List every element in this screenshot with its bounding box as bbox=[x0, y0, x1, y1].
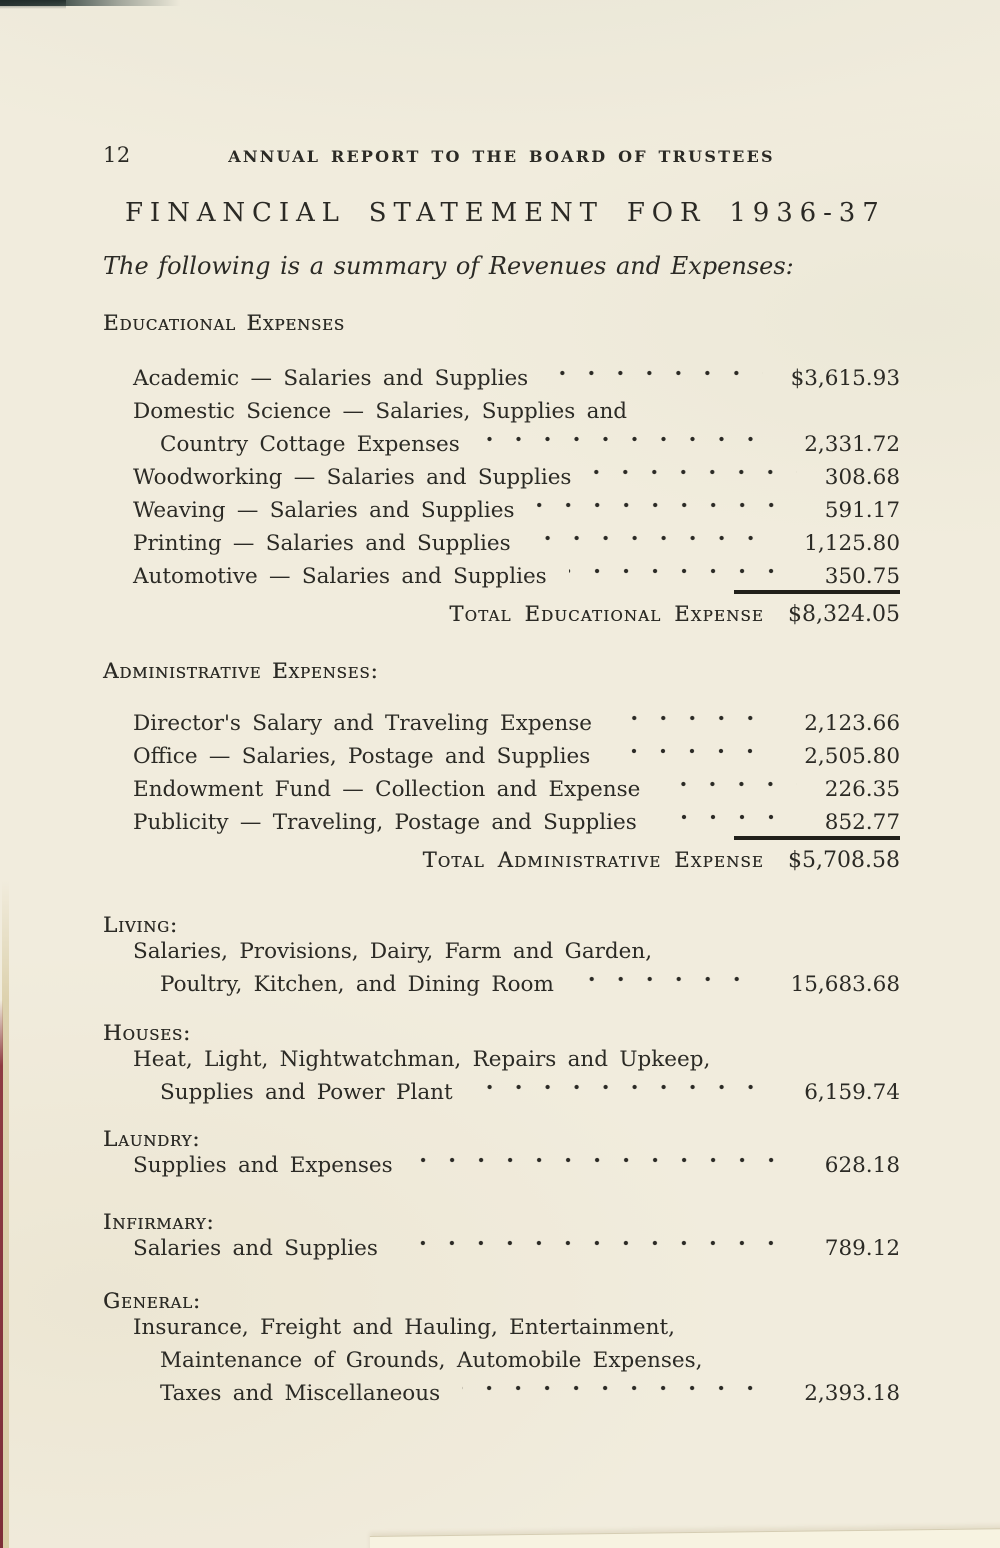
row-label: Taxes and Miscellaneous bbox=[160, 1381, 441, 1406]
document-title: FINANCIAL STATEMENT FOR 1936-37 bbox=[125, 198, 886, 228]
row-value: 1,125.80 bbox=[804, 531, 900, 556]
expense-rows bbox=[103, 1043, 900, 1109]
expense-row bbox=[103, 362, 900, 395]
row-label: Supplies and Expenses bbox=[133, 1153, 393, 1178]
expense-row-continuation bbox=[103, 1076, 900, 1109]
row-value: 350.75 bbox=[824, 564, 900, 589]
row-label: Publicity — Traveling, Postage and Supplies bbox=[133, 810, 637, 835]
expense-row bbox=[103, 1043, 900, 1076]
total-label: Total Administrative Expense bbox=[422, 848, 765, 872]
book-spine-red-edge bbox=[0, 1000, 3, 1548]
row-label: Office — Salaries, Postage and Supplies bbox=[133, 744, 591, 769]
total-row bbox=[103, 843, 900, 877]
row-label: Endowment Fund — Collection and Expense bbox=[133, 777, 641, 802]
row-value: 2,393.18 bbox=[804, 1381, 900, 1406]
row-value: 226.35 bbox=[824, 777, 900, 802]
row-label: Printing — Salaries and Supplies bbox=[133, 531, 511, 556]
book-spine-edge bbox=[2, 880, 9, 1548]
expense-row bbox=[103, 560, 900, 593]
section-general bbox=[103, 1289, 900, 1410]
row-label: Woodworking — Salaries and Supplies bbox=[133, 465, 572, 490]
row-value: $3,615.93 bbox=[790, 366, 900, 391]
row-value: 2,123.66 bbox=[804, 711, 900, 736]
scan-corner-shadow-dark bbox=[0, 0, 66, 9]
page-header bbox=[103, 0, 900, 173]
row-value: 2,331.72 bbox=[804, 432, 900, 457]
expense-row bbox=[103, 740, 900, 773]
expense-row bbox=[103, 461, 900, 494]
expense-row bbox=[103, 395, 900, 428]
total-label: Total Educational Expense bbox=[449, 602, 765, 626]
page-content bbox=[103, 0, 900, 1410]
section-heading: Infirmary: bbox=[103, 1210, 215, 1235]
expense-row bbox=[103, 1232, 900, 1265]
expense-rows bbox=[103, 1232, 900, 1265]
next-page-edge bbox=[370, 1528, 1000, 1548]
row-label: Director's Salary and Traveling Expense bbox=[133, 711, 592, 736]
expense-row bbox=[103, 1149, 900, 1182]
section-infirmary bbox=[103, 1210, 900, 1265]
row-value: 789.12 bbox=[824, 1236, 900, 1261]
row-label: Poultry, Kitchen, and Dining Room bbox=[160, 972, 554, 997]
section-heading: Houses: bbox=[103, 1021, 192, 1046]
section-laundry bbox=[103, 1127, 900, 1182]
page-number: 12 bbox=[103, 143, 131, 167]
expense-row-continuation bbox=[103, 968, 900, 1001]
expense-rows bbox=[103, 1149, 900, 1182]
section-heading: Educational Expenses bbox=[103, 311, 345, 336]
section-heading: General: bbox=[103, 1289, 201, 1314]
running-title: ANNUAL REPORT TO THE BOARD OF TRUSTEES bbox=[228, 147, 775, 166]
row-label: Country Cottage Expenses bbox=[160, 432, 460, 457]
total-value: $5,708.58 bbox=[788, 848, 900, 873]
row-label: Salaries and Supplies bbox=[133, 1236, 378, 1261]
section-educational-expenses bbox=[103, 311, 900, 631]
row-value: 591.17 bbox=[824, 498, 900, 523]
expense-row bbox=[103, 935, 900, 968]
section-heading: Living: bbox=[103, 913, 178, 938]
expense-row-continuation bbox=[103, 428, 900, 461]
row-value: 2,505.80 bbox=[804, 744, 900, 769]
row-label: Automotive — Salaries and Supplies bbox=[133, 564, 547, 589]
expense-rows bbox=[103, 1311, 900, 1410]
section-heading: Laundry: bbox=[103, 1127, 201, 1152]
expense-row-continuation bbox=[103, 1344, 900, 1377]
row-label: Salaries, Provisions, Dairy, Farm and Garden, bbox=[133, 939, 653, 964]
row-value: 628.18 bbox=[824, 1153, 900, 1178]
row-value: 15,683.68 bbox=[790, 972, 900, 997]
expense-row bbox=[103, 1311, 900, 1344]
row-value: 308.68 bbox=[824, 465, 900, 490]
expense-row bbox=[103, 773, 900, 806]
total-value: $8,324.05 bbox=[788, 602, 900, 627]
total-row bbox=[103, 597, 900, 631]
expense-row-continuation bbox=[103, 1377, 900, 1410]
row-label: Weaving — Salaries and Supplies bbox=[133, 498, 515, 523]
section-administrative-expenses bbox=[103, 659, 900, 877]
expense-row bbox=[103, 494, 900, 527]
intro-line: The following is a summary of Revenues and Expenses: bbox=[103, 252, 794, 280]
expense-row bbox=[103, 806, 900, 839]
row-label: Academic — Salaries and Supplies bbox=[133, 366, 529, 391]
expense-row bbox=[103, 707, 900, 740]
row-value: 852.77 bbox=[824, 810, 900, 835]
expense-row bbox=[103, 527, 900, 560]
row-value: 6,159.74 bbox=[804, 1080, 900, 1105]
expense-rows bbox=[103, 935, 900, 1001]
row-label: Maintenance of Grounds, Automobile Expenses, bbox=[160, 1348, 703, 1373]
row-label: Domestic Science — Salaries, Supplies and bbox=[133, 399, 628, 424]
row-label: Heat, Light, Nightwatchman, Repairs and Upkeep, bbox=[133, 1047, 711, 1072]
expense-rows bbox=[103, 707, 900, 839]
row-label: Supplies and Power Plant bbox=[160, 1080, 453, 1105]
expense-rows bbox=[103, 362, 900, 593]
section-living bbox=[103, 913, 900, 1001]
row-label: Insurance, Freight and Hauling, Entertainment, bbox=[133, 1315, 675, 1340]
section-houses bbox=[103, 1021, 900, 1109]
section-heading: Administrative Expenses: bbox=[103, 659, 379, 684]
